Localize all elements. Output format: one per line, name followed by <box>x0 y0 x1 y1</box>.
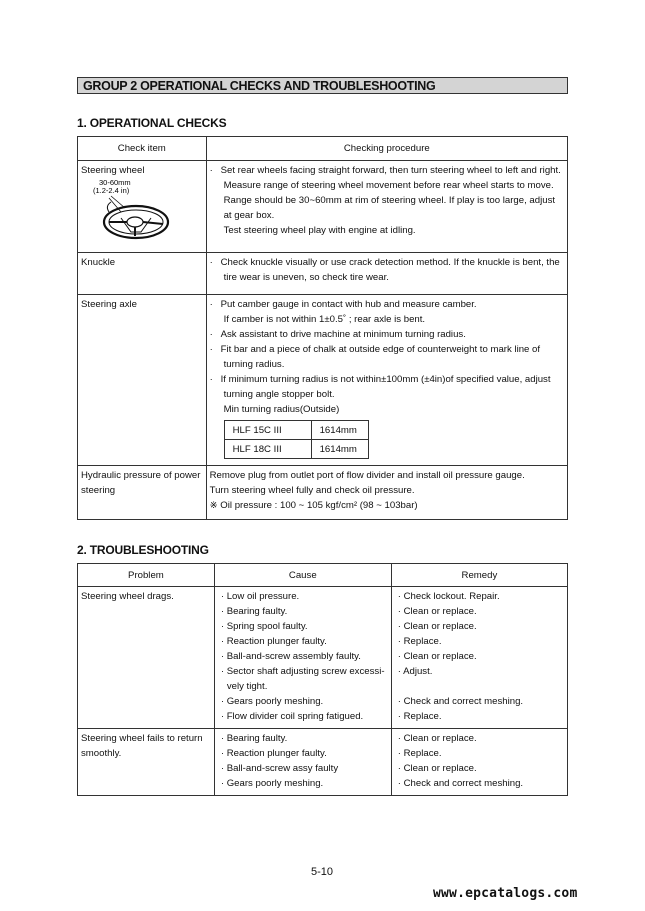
row-steering-axle <box>78 295 568 466</box>
remedy-cell <box>391 729 567 796</box>
procedure-line: Min turning radius(Outside) <box>223 404 340 415</box>
cause-cell <box>214 587 391 729</box>
procedure-line: ※ Oil pressure : 100 ~ 105 kgf/cm² (98 ~ 103bar) <box>209 500 418 511</box>
group-title: GROUP 2 OPERATIONAL CHECKS AND TROUBLESHOOTING <box>77 77 568 94</box>
section-troubleshooting-title: 2. TROUBLESHOOTING <box>77 543 209 557</box>
row-steering-wheel <box>78 161 568 253</box>
cause-item: · Reaction plunger faulty. <box>220 636 327 647</box>
checks-header-row <box>78 137 568 161</box>
radius-row <box>224 421 368 440</box>
cause-item: · Flow divider coil spring fatigued. <box>220 711 364 722</box>
radius-value: 1614mm <box>311 421 368 440</box>
remedy-item: · Replace. <box>397 636 442 647</box>
header-problem: Problem <box>78 564 215 587</box>
remedy-item: · Check and correct meshing. <box>397 696 524 707</box>
cause-item: · Reaction plunger faulty. <box>220 748 327 759</box>
steering-wheel-figure <box>91 178 171 242</box>
procedure-hydraulic <box>206 466 567 520</box>
remedy-cell <box>391 587 567 729</box>
troubleshooting-table <box>77 563 568 796</box>
remedy-item: · Check and correct meshing. <box>397 778 524 789</box>
remedy-item: · Clean or replace. <box>397 621 477 632</box>
trouble-row-drags <box>78 587 568 729</box>
procedure-line: Remove plug from outlet port of flow divider and install oil pressure gauge. <box>209 470 525 481</box>
problem-text: Steering wheel drags. <box>81 591 174 602</box>
procedure-steering-axle: · Put camber gauge in contact with hub and measure camber. If camber is not within 1±0.5˚ ; rear axle is bent. · Ask assistant to drive machine at minimum turning radius. · Fit bar and a piece of chalk at outside edge of counterweight to mark line of turning radius. · If minimum turning radius is not within±100mm (±4in)of specified value, adjust turning angle stopper bolt. Min turning radius(Outside) HLF 15C III 1614mm HLF 18C III 1614mm <box>206 295 567 466</box>
remedy-item <box>398 679 564 694</box>
check-item-hydraulic-line2: steering <box>81 485 116 496</box>
header-cause: Cause <box>214 564 391 587</box>
trouble-row-return <box>78 729 568 796</box>
radius-value: 1614mm <box>311 440 368 459</box>
check-item-steering-wheel: Steering wheel <box>81 165 145 176</box>
figure-label-mm: 30-60mm <box>99 178 131 187</box>
radius-model: HLF 15C III <box>224 421 311 440</box>
procedure-line: Turn steering wheel fully and check oil pressure. <box>209 485 415 496</box>
procedure-line: tire wear is uneven, so check tire wear. <box>223 272 389 283</box>
problem-cell <box>78 587 215 729</box>
header-remedy: Remedy <box>391 564 567 587</box>
procedure-line: If camber is not within 1±0.5˚ ; rear axle is bent. <box>223 314 426 325</box>
procedure-line: Fit bar and a piece of chalk at outside edge of counterweight to mark line of <box>220 344 541 355</box>
problem-text: smoothly. <box>81 748 122 759</box>
min-turning-radius-table <box>224 420 369 459</box>
check-item-hydraulic <box>78 466 207 520</box>
procedure-line: Measure range of steering wheel movement before rear wheel starts to move. <box>223 180 554 191</box>
cause-cell <box>214 729 391 796</box>
procedure-steering-wheel: · Set rear wheels facing straight forward, then turn steering wheel to left and right. Measure range of steering wheel movement before rear wheel starts to move. Range should be 30~60mm at rim of steering wheel. If play is too large, adjust at gear box. Test steering wheel play with engine at idling. <box>206 161 567 253</box>
operational-checks-table <box>77 136 568 520</box>
check-item-cell <box>78 161 207 253</box>
problem-cell <box>78 729 215 796</box>
remedy-item: · Replace. <box>397 711 442 722</box>
procedure-knuckle: · Check knuckle visually or use crack detection method. If the knuckle is bent, the tire wear is uneven, so check tire wear. <box>206 253 567 295</box>
cause-item: · Low oil pressure. <box>220 591 300 602</box>
cause-item: · Ball-and-screw assy faulty <box>220 763 339 774</box>
procedure-line: Range should be 30~60mm at rim of steering wheel. If play is too large, adjust <box>223 195 556 206</box>
remedy-item: · Clean or replace. <box>397 763 477 774</box>
remedy-item: · Check lockout. Repair. <box>397 591 500 602</box>
cause-item: · Bearing faulty. <box>220 606 288 617</box>
trouble-header-row <box>78 564 568 587</box>
procedure-line: Set rear wheels facing straight forward, then turn steering wheel to left and right. <box>220 165 561 176</box>
procedure-line: at gear box. <box>223 210 275 221</box>
procedure-line: Put camber gauge in contact with hub and measure camber. <box>220 299 477 310</box>
cause-item: vely tight. <box>226 681 268 692</box>
cause-item: · Ball-and-screw assembly faulty. <box>220 651 361 662</box>
remedy-item: · Clean or replace. <box>397 606 477 617</box>
remedy-item: · Replace. <box>397 748 442 759</box>
procedure-line: Check knuckle visually or use crack detection method. If the knuckle is bent, the <box>220 257 560 268</box>
website-watermark[interactable]: www.epcatalogs.com <box>433 886 578 901</box>
cause-item: · Gears poorly meshing. <box>220 696 324 707</box>
figure-label-in: (1.2-2.4 in) <box>93 186 130 195</box>
cause-item: · Spring spool faulty. <box>220 621 308 632</box>
radius-row <box>224 440 368 459</box>
procedure-line: Ask assistant to drive machine at minimum turning radius. <box>220 329 466 340</box>
procedure-line: turning radius. <box>223 359 285 370</box>
row-hydraulic-pressure <box>78 466 568 520</box>
check-item-knuckle: Knuckle <box>78 253 207 295</box>
cause-item: · Bearing faulty. <box>220 733 288 744</box>
procedure-line: If minimum turning radius is not within±100mm (±4in)of specified value, adjust <box>220 374 551 385</box>
cause-item: · Gears poorly meshing. <box>220 778 324 789</box>
remedy-item: · Clean or replace. <box>397 651 477 662</box>
header-check-item: Check item <box>78 137 207 161</box>
procedure-line: Test steering wheel play with engine at idling. <box>223 225 416 236</box>
header-checking-procedure: Checking procedure <box>206 137 567 161</box>
cause-item: · Sector shaft adjusting screw excessi- <box>220 666 385 677</box>
remedy-item: · Clean or replace. <box>397 733 477 744</box>
check-item-steering-axle: Steering axle <box>78 295 207 466</box>
section-operational-checks-title: 1. OPERATIONAL CHECKS <box>77 116 227 130</box>
row-knuckle <box>78 253 568 295</box>
problem-text: Steering wheel fails to return <box>81 733 203 744</box>
page-number: 5-10 <box>311 866 334 878</box>
radius-model: HLF 18C III <box>224 440 311 459</box>
check-item-hydraulic-line1: Hydraulic pressure of power <box>81 470 201 481</box>
procedure-line: turning angle stopper bolt. <box>223 389 335 400</box>
remedy-item: · Adjust. <box>397 666 433 677</box>
